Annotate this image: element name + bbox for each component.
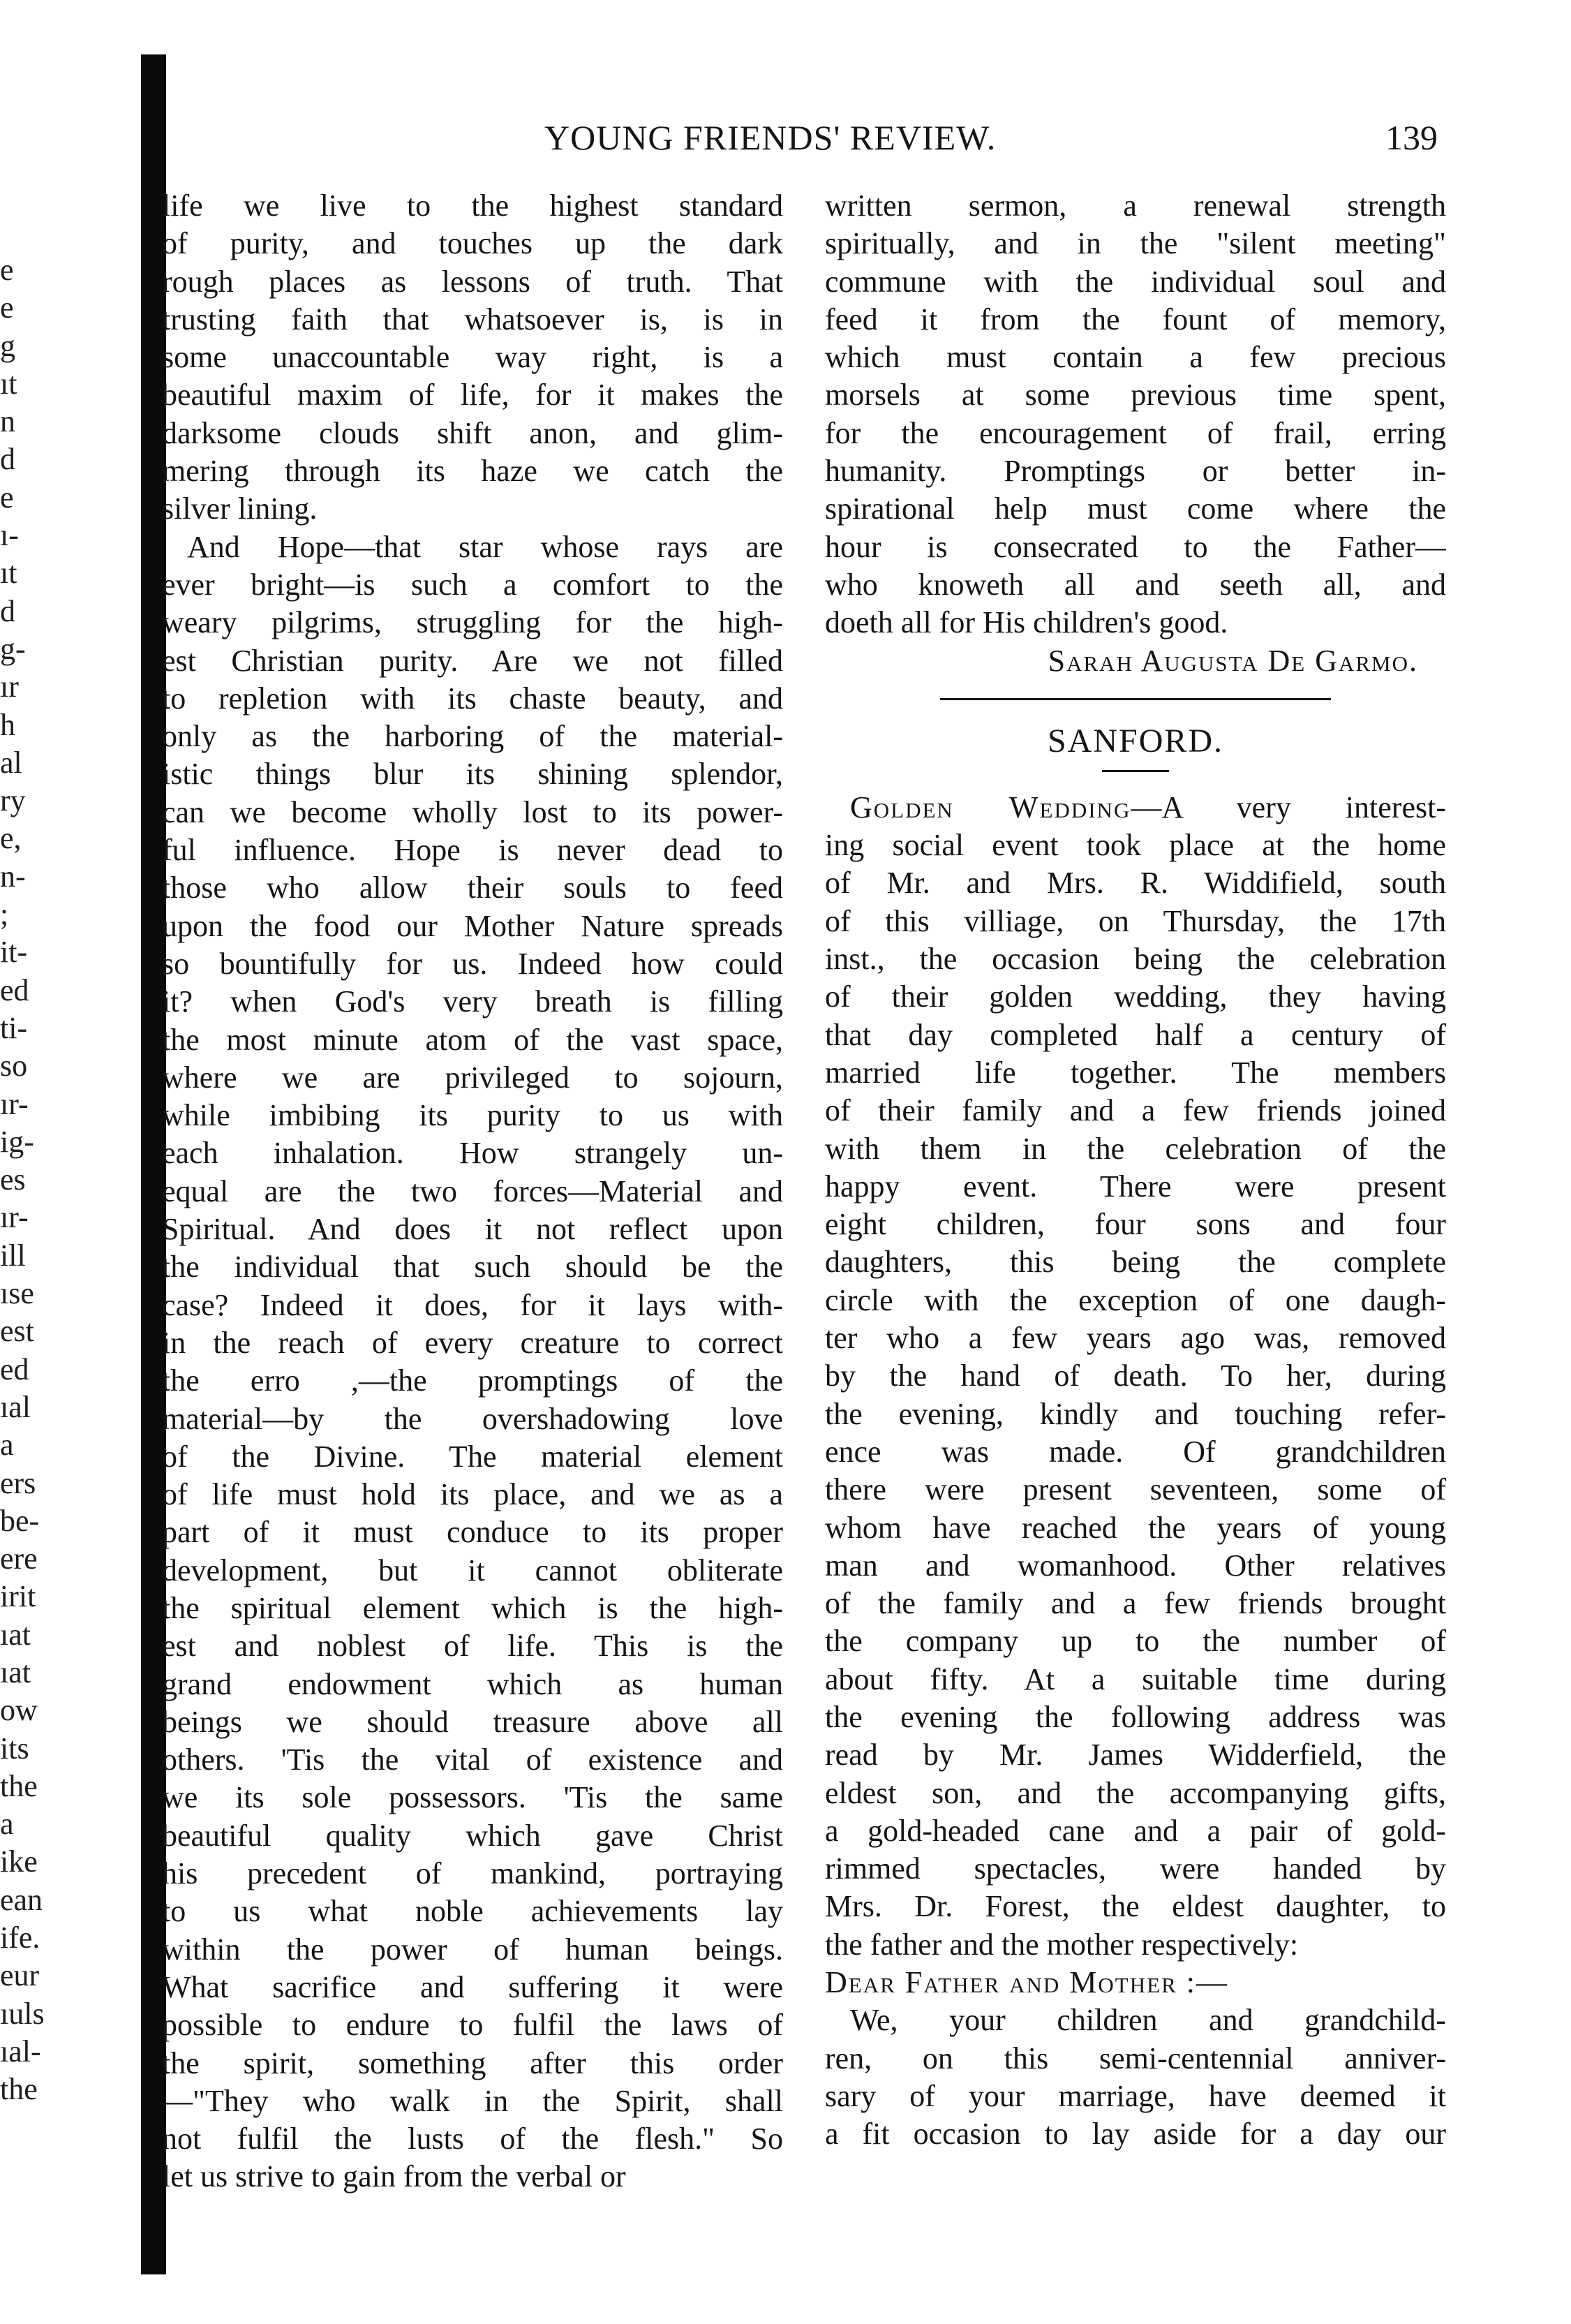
margin-fragment: ill [0,1238,26,1273]
text-line: ing social event took place at the home [825,828,1446,863]
margin-fragment: ı- [0,518,19,553]
adjacent-page-fragments [0,251,112,2109]
text-line: spiritually, and in the "silent meeting" [825,226,1446,261]
text-line: read by Mr. James Widderfield, the [825,1738,1446,1772]
text-line: part of it must conduce to its proper [162,1515,783,1550]
text-line: man and womanhood. Other relatives [825,1548,1446,1583]
text-line: of their golden wedding, they having [825,979,1446,1014]
text-line: in the reach of every creature to correct [162,1325,783,1360]
text-line: the company up to the number of [825,1624,1446,1659]
text-line: of life must hold its place, and we as a [162,1477,783,1512]
text-line: with them in the celebration of the [825,1131,1446,1166]
text-line: a gold-headed cane and a pair of gold- [825,1813,1446,1848]
margin-fragment: ig- [0,1124,34,1159]
text-line: weary pilgrims, struggling for the high- [162,605,783,640]
text-line: Spiritual. And does it not reflect upon [162,1212,783,1247]
text-line: rimmed spectacles, were handed by [825,1851,1446,1886]
text-line: of purity, and touches up the dark [162,226,783,261]
margin-fragment: ere [0,1541,38,1576]
text-line: We, your children and grandchild- [850,2003,1446,2038]
text-line: possible to endure to fulfil the laws of [162,2008,783,2043]
section-heading: SANFORD. [1047,722,1224,760]
left-column [162,187,783,2196]
text-line: the erro ,—the promptings of the [162,1363,783,1398]
text-line: ful influence. Hope is never dead to [162,833,783,868]
text-line: to us what noble achievements lay [162,1894,783,1929]
text-line: by the hand of death. To her, during [825,1359,1446,1393]
text-line: each inhalation. How strangely un- [162,1136,783,1171]
text-line: who knoweth all and seeth all, and [825,567,1446,602]
text-line: the father and the mother respectively: [825,1927,1299,1962]
text-line: written sermon, a renewal strength [825,188,1446,223]
margin-fragment: ed [0,1352,29,1386]
text-line: to repletion with its chaste beauty, and [162,681,783,716]
text-line: life we live to the highest standard [162,188,783,223]
heading-rule [1102,770,1169,772]
text-line: —"They who walk in the Spirit, shall [162,2083,783,2118]
margin-fragment: n- [0,859,26,894]
text-line: it? when God's very breath is filling [162,984,783,1019]
margin-fragment: the [0,2072,38,2107]
text-line: his precedent of mankind, portraying [162,1856,783,1891]
margin-fragment: ır [0,669,19,704]
margin-fragment: ean [0,1882,43,1917]
article-lead-in: Golden Wedding [850,790,1131,824]
margin-fragment: irit [0,1579,36,1614]
text-line: while imbibing its purity to us with [162,1098,783,1133]
margin-fragment: ıt [0,556,17,591]
text-line: feed it from the fount of memory, [825,302,1446,336]
margin-fragment: n [0,404,15,439]
text-line: ter who a few years ago was, removed [825,1321,1446,1356]
margin-fragment: h [0,707,15,742]
margin-fragment: d [0,442,15,477]
text-line: married life together. The members [825,1055,1446,1090]
text-line: that day completed half a century of [825,1017,1446,1052]
text-line: material—by the overshadowing love [162,1401,783,1436]
text-line: trusting faith that whatsoever is, is in [162,302,783,336]
text-line: daughters, this being the complete [825,1245,1446,1280]
essay-conclusion [825,187,1446,642]
margin-fragment: g- [0,631,26,666]
text-line: circle with the exception of one daugh- [825,1282,1446,1317]
text-line: case? Indeed it does, for it lays with- [162,1287,783,1322]
text-line: others. 'Tis the vital of existence and [162,1742,783,1777]
text-line: darksome clouds shift anon, and glim- [162,415,783,450]
text-line: let us strive to gain from the verbal or [162,2159,626,2194]
text-line: the most minute atom of the vast space, [162,1022,783,1057]
text-line: inst., the occasion being the celebration [825,942,1446,977]
margin-fragment: e [0,480,14,515]
text-line: rough places as lessons of truth. That [162,264,783,299]
text-line: happy event. There were present [825,1169,1446,1204]
text-line: beautiful maxim of life, for it makes the [162,378,783,413]
text-line: we its sole possessors. 'Tis the same [162,1780,783,1815]
margin-fragment: ıat [0,1617,31,1652]
address-opening [825,2001,1446,2153]
margin-fragment: ır- [0,1086,29,1121]
margin-fragment: ır- [0,1200,29,1235]
text-line: grand endowment which as human [162,1666,783,1701]
margin-fragment: d [0,593,15,628]
margin-fragment: ıal [0,1389,31,1424]
margin-fragment: es [0,1162,26,1197]
section-divider [940,698,1331,700]
margin-fragment: ıse [0,1276,34,1311]
author-signature: Sarah Augusta De Garmo. [1048,643,1418,678]
text-line: eight children, four sons and four [825,1207,1446,1242]
running-head: YOUNG FRIENDS' REVIEW. [544,118,997,157]
text-line: beautiful quality which gave Christ [162,1818,783,1853]
margin-fragment: ry [0,783,26,818]
margin-fragment: a [0,1428,14,1463]
text-line: beings we should treasure above all [162,1704,783,1739]
article-body [825,827,1446,1964]
text-line: est and noblest of life. This is the [162,1629,783,1664]
margin-fragment: a [0,1807,14,1842]
margin-fragment: ed [0,972,29,1007]
text-line: there were present seventeen, some of [825,1472,1446,1507]
text-line: which must contain a few precious [825,340,1446,375]
margin-fragment: ıuls [0,1996,45,2031]
text-line: est Christian purity. Are we not filled [162,643,783,678]
text-line: Mrs. Dr. Forest, the eldest daughter, to [825,1889,1446,1924]
text-line: istic things blur its shining splendor, [162,757,783,792]
text-line: the spirit, something after this order [162,2045,783,2080]
text-line: What sacrifice and suffering it were [162,1969,783,2004]
text-line: the evening the following address was [825,1699,1446,1734]
text-line: within the power of human beings. [162,1932,783,1967]
margin-fragment: be- [0,1503,40,1538]
text-line: for the encouragement of frail, erring [825,415,1446,450]
text-line: whom have reached the years of young [825,1510,1446,1545]
text-line: doeth all for His children's good. [825,605,1228,640]
margin-fragment: ıt [0,366,17,401]
text-line: a fit occasion to lay aside for a day our [825,2117,1446,2152]
text-line: And Hope—that star whose rays are [187,529,783,564]
margin-fragment: ers [0,1465,36,1500]
text-line: only as the harboring of the material- [162,719,783,754]
text-line: of their family and a few friends joined [825,1093,1446,1128]
text-line: the evening, kindly and touching refer- [825,1396,1446,1431]
article-first-line-text: —A very interest- [1131,790,1446,824]
margin-fragment: the [0,1768,38,1803]
margin-fragment: e [0,290,14,325]
text-line: ence was made. Of grandchildren [825,1434,1446,1469]
margin-fragment: e, [0,821,22,856]
text-line: of Mr. and Mrs. R. Widdifield, south [825,866,1446,901]
text-line: of the family and a few friends brought [825,1586,1446,1621]
margin-fragment: al [0,745,22,780]
text-line: ren, on this semi-centennial anniver- [825,2041,1446,2075]
text-line: some unaccountable way right, is a [162,340,783,375]
margin-fragment: est [0,1314,34,1349]
margin-fragment: ow [0,1693,38,1728]
text-line: sary of your marriage, have deemed it [825,2078,1446,2113]
text-line: of the Divine. The material element [162,1439,783,1474]
text-line: eldest son, and the accompanying gifts, [825,1775,1446,1810]
text-line: mering through its haze we catch the [162,454,783,489]
margin-fragment: it- [0,935,28,970]
margin-fragment: ıat [0,1655,31,1689]
margin-fragment: ti- [0,1010,28,1045]
text-line: where we are privileged to sojourn, [162,1060,783,1095]
text-line: so bountifully for us. Indeed how could [162,946,783,981]
text-line: of this villiage, on Thursday, the 17th [825,903,1446,938]
text-line: about fifty. At a suitable time during [825,1661,1446,1696]
text-line: can we become wholly lost to its power- [162,794,783,829]
text-line: not fulfil the lusts of the flesh." So [162,2122,783,2156]
text-line: hour is consecrated to the Father— [825,529,1446,564]
page-number: 139 [1385,118,1438,157]
text-line: morsels at some previous time spent, [825,378,1446,413]
article-first-line [825,789,1446,827]
text-line: commune with the individual soul and [825,264,1446,299]
margin-fragment: so [0,1049,28,1083]
text-line: humanity. Promptings or better in- [825,454,1446,489]
margin-fragment: ife. [0,1920,40,1955]
margin-fragment: ike [0,1844,38,1879]
margin-fragment: e [0,253,14,287]
text-line: ever bright—is such a comfort to the [162,567,783,602]
text-line: equal are the two forces—Material and [162,1174,783,1208]
text-line: spirational help must come where the [825,491,1446,526]
text-line: upon the food our Mother Nature spreads [162,908,783,943]
text-line: the individual that such should be the [162,1250,783,1285]
margin-fragment: ıal- [0,2034,41,2068]
text-line: development, but it cannot obliterate [162,1553,783,1587]
right-column [825,187,1446,2154]
margin-fragment: its [0,1731,29,1766]
text-line: the spiritual element which is the high- [162,1590,783,1625]
margin-fragment: eur [0,1958,40,1993]
margin-fragment: g [0,328,15,363]
salutation: Dear Father and Mother :— [825,1965,1228,2000]
margin-fragment: ; [0,897,9,932]
text-line: those who allow their souls to feed [162,871,783,905]
text-line: silver lining. [162,491,318,526]
